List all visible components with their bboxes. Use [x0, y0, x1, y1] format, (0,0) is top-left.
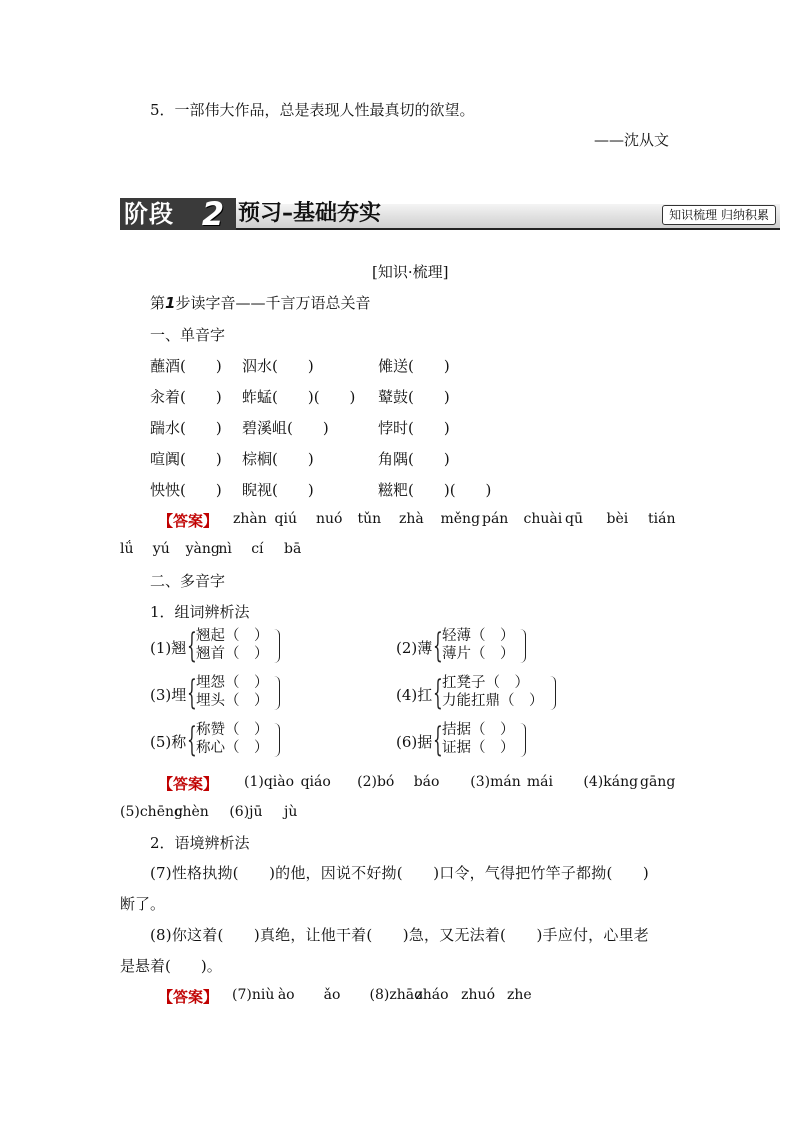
pinyin-answer: qiáo: [300, 774, 331, 790]
pinyin-answer: lǘ: [120, 541, 134, 557]
pinyin-answer: pán: [482, 511, 509, 527]
answer-label: 【答案】: [158, 775, 219, 793]
single-char-item: 踹水( ): [150, 419, 222, 437]
pinyin-answer: (3)mán: [470, 774, 521, 790]
pinyin-answer: zhe: [507, 987, 532, 1003]
pinyin-answer: tián: [648, 511, 676, 527]
pinyin-answer: gāng: [640, 774, 676, 790]
quote-text: 5．一部伟大作品，总是表现人性最真切的欲望。: [150, 101, 475, 119]
right-brace: [519, 723, 526, 757]
right-brace: [519, 629, 526, 663]
pinyin-answer: nì: [218, 541, 232, 557]
section-title: [知识·梳理]: [372, 263, 449, 281]
para7-line1: (7)性格执拗( )的他，因说不好拗( )口令，气得把竹竿子都拗( ): [150, 864, 649, 882]
single-char-item: 悖时( ): [378, 419, 450, 437]
pinyin-answer: (2)bó: [357, 774, 395, 790]
answer-label: 【答案】: [158, 988, 219, 1006]
group-item: 称心（ ）: [196, 740, 269, 756]
pinyin-answer: yàng: [185, 541, 220, 557]
group-item: 薄片（ ）: [442, 646, 515, 662]
single-char-item: 喧阗( ): [150, 450, 222, 468]
pinyin-answer: zhà: [399, 511, 424, 527]
left-brace: {: [187, 673, 197, 713]
single-char-item: 傩送( ): [378, 357, 450, 375]
group-item: 翘首（ ）: [196, 646, 269, 662]
right-brace: [273, 629, 280, 663]
pinyin-answer: chèn: [174, 804, 209, 820]
single-char-item: 糍粑( )( ): [378, 481, 492, 499]
banner-stage-number: 2: [201, 195, 225, 233]
pinyin-answer: ǎo: [323, 987, 341, 1003]
group-item: 称赞（ ）: [196, 722, 269, 738]
pinyin-answer: jù: [284, 804, 298, 820]
multi-answer-label: [158, 773, 218, 794]
group-item: 轻薄（ ）: [442, 628, 515, 644]
group-label: (2)薄: [396, 639, 433, 657]
pinyin-answer: (6)jū: [229, 804, 263, 820]
group-label: (5)称: [150, 733, 187, 751]
pinyin-answer: qū: [565, 511, 583, 527]
step1-text: 步读字音——千言万语总关音: [175, 294, 371, 312]
right-brace: [273, 676, 280, 710]
left-brace: {: [433, 673, 443, 713]
single-char-item: 泅水( ): [242, 357, 314, 375]
right-brace: [273, 723, 280, 757]
pinyin-answer: zháo: [415, 987, 449, 1003]
pinyin-answer: yú: [152, 541, 170, 557]
group-item: 拮据（ ）: [442, 722, 515, 738]
group-label: (3)埋: [150, 686, 187, 704]
single-char-item: 汆着( ): [150, 388, 222, 406]
left-brace: {: [187, 626, 197, 666]
para8-line1: (8)你这着( )真绝，让他干着( )急，又无法着( )手应付，心里老: [150, 926, 649, 944]
step1-number: 1: [165, 294, 176, 312]
group-item: 埋头（ ）: [196, 693, 269, 709]
pinyin-answer: (7)niù: [232, 987, 275, 1003]
pinyin-answer: cí: [251, 541, 264, 557]
pinyin-answer: (5)chēng: [120, 804, 183, 820]
pinyin-answer: chuài: [523, 511, 563, 527]
pinyin-answer: bā: [284, 541, 302, 557]
pinyin-answer: měng: [440, 511, 481, 527]
right-brace: [549, 676, 556, 710]
pinyin-answer: bèi: [606, 511, 629, 527]
pinyin-answer: (1)qiào: [244, 774, 295, 790]
single-char-item: 蘸酒( ): [150, 357, 222, 375]
heading-multi-2: 2．语境辨析法: [150, 834, 250, 852]
group-item: 翘起（ ）: [196, 628, 269, 644]
group-item: 证据（ ）: [442, 740, 515, 756]
pinyin-answer: nuó: [316, 511, 343, 527]
single-char-item: 角隅( ): [378, 450, 450, 468]
context-answer-label: [158, 986, 218, 1007]
stage-banner: [120, 195, 780, 233]
step1-prefix: 第: [150, 294, 166, 312]
single-char-item: 蚱蜢( )( ): [242, 388, 356, 406]
left-brace: {: [433, 720, 443, 760]
heading-single: 一、单音字: [150, 326, 226, 344]
pinyin-answer: ào: [277, 987, 295, 1003]
single-char-item: 鼙鼓( ): [378, 388, 450, 406]
pinyin-answer: tǔn: [357, 511, 382, 527]
banner-title: 预习–基础夯实: [238, 201, 382, 226]
pinyin-answer: (8)zhāo: [369, 987, 423, 1003]
left-brace: {: [187, 720, 197, 760]
single-char-item: 怏怏( ): [150, 481, 222, 499]
group-label: (4)扛: [396, 686, 433, 704]
quote-author: ——沈从文: [594, 131, 670, 149]
left-brace: {: [433, 626, 443, 666]
para7-line2: 断了。: [120, 895, 166, 913]
banner-stage-label: 阶段: [120, 198, 236, 230]
pinyin-answer: (4)káng: [583, 774, 639, 790]
heading-multi: 二、多音字: [150, 572, 226, 590]
single-answer-label: [158, 510, 218, 531]
heading-multi-1: 1．组词辨析法: [150, 603, 250, 621]
group-label: (6)据: [396, 733, 433, 751]
pinyin-answer: báo: [413, 774, 440, 790]
banner-tag: 知识梳理 归纳积累: [662, 205, 776, 225]
group-item: 扛凳子（ ）: [442, 675, 529, 691]
single-char-item: 睨视( ): [242, 481, 314, 499]
pinyin-answer: zhuó: [461, 987, 495, 1003]
single-char-item: 碧溪岨( ): [242, 419, 329, 437]
step1-heading: [150, 292, 370, 313]
single-char-item: 棕榈( ): [242, 450, 314, 468]
pinyin-answer: mái: [526, 774, 553, 790]
group-item: 力能扛鼎（ ）: [442, 693, 544, 709]
pinyin-answer: zhàn: [233, 511, 267, 527]
group-label: (1)翘: [150, 639, 187, 657]
group-item: 埋怨（ ）: [196, 675, 269, 691]
pinyin-answer: qiú: [274, 511, 297, 527]
para8-line2: 是悬着( )。: [120, 957, 222, 975]
answer-label: 【答案】: [158, 512, 219, 530]
